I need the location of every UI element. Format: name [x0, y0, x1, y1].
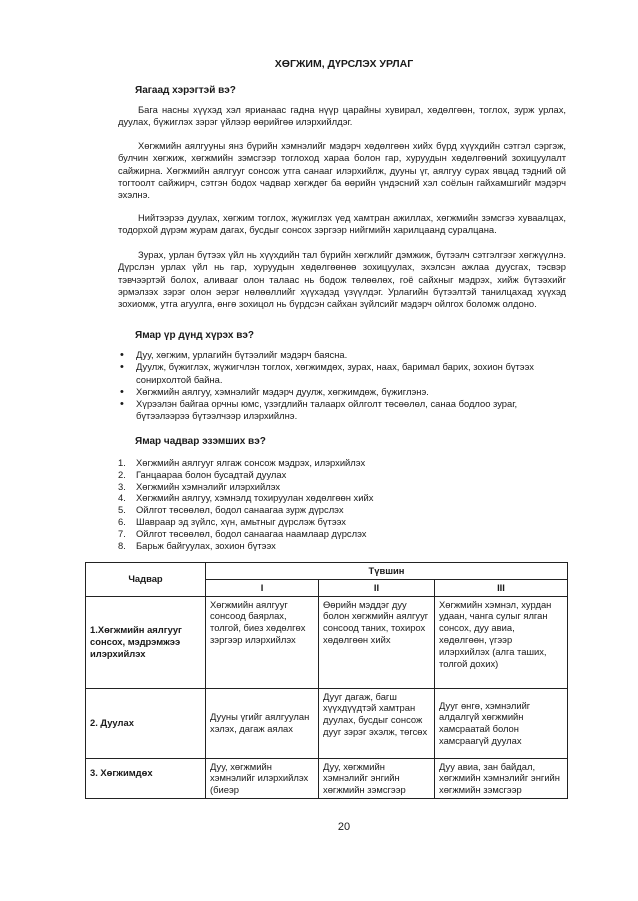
list-item: • Хүрээлэн байгаа орчны юмс, үзэгдлийн талаарх ойлголт төсөөлөл, санаа бодлоо зураг, бүтээлээрээ бүтээлчээр илэрхийлнэ. [118, 398, 568, 423]
list-item: 7. Ойлгот төсөөлөл, бодол санаагаа наамлаар дүрслэх [118, 527, 367, 539]
table-cell: Дуу, хөгжмийн хэмнэлийг илэрхийлэх (биеэр [206, 758, 319, 798]
list-item: • Хөгжмийн аялгуу, хэмнэлийг мэдэрч дуулж, хөгжимдөж, бүжиглэнэ. [118, 386, 568, 398]
skills-table [85, 562, 568, 799]
table-row [86, 596, 568, 688]
table-header-level-2: II [319, 579, 435, 596]
table-row [86, 758, 568, 798]
list-item: 6. Шавраар эд зүйлс, хүн, амьтныг дүрслэж бүтээх [118, 515, 346, 527]
table-cell-skill: 1.Хөгжмийн аялгууг сонсох, мэдрэмжээ илэрхийлэх [86, 596, 206, 688]
paragraph-4: Зурах, урлан бүтээх үйл нь хүүхдийн тал бүрийн хөгжлийг дэмжиж, бүтээлч сэтгэлгээг хөгжүүлнэ. Дүрслэн урлах үйл нь гар, хуруудын хөдөлгөөнөө зохицуулах, эхэлсэн ажлаа дуусгах, тэсвэр тэвчээртэй болох, аливааг олон талаас нь бодож төлөөлөх, гоё сайхныг мэдрэх, хийж бүтээхийг эрмэлзэх зэрэг олон эерэг нөлөөллийг хүүхэдэд үзүүлдэг. Урлагийн бүтээлтэй танилцахад хүүхэд зохиомж, утга агуулга, өнгө зохицол нь бүрдсэн сайхан зүйлсийг мэдэрч ойлгох боломж олдоно. [118, 249, 566, 310]
table-cell-skill: 2. Дуулах [86, 688, 206, 758]
section-heading-skills: Ямар чадвар эзэмших вэ? [135, 436, 266, 447]
table-header-row [86, 563, 568, 580]
table-header-level: Түвшин [206, 563, 568, 580]
table-cell: Дууг өнгө, хэмнэлийг алдалгүй хөгжмийн хамсраатай болон хамсраагүй дуулах [435, 688, 568, 758]
table-row [86, 688, 568, 758]
table-header-level-3: III [435, 579, 568, 596]
section-heading-why: Яагаад хэрэгтэй вэ? [135, 85, 236, 96]
list-item: 2. Ганцаараа болон бусадтай дуулах [118, 468, 287, 480]
paragraph-2: Хөгжмийн аялгууны янз бүрийн хэмнэлийг мэдэрч хөдөлгөөн хийх бүрд хүүхдийн сэтгэл сэргэж, булчин хөгжиж, хөгжмийн зэмсгээр тоглоход хараа болон гар, хуруудын хөдөлгөөний зохицуулалт сайжирна. Хөгжмийн аялгууг сонсож утга санааг илэрхийлж, дууны үг, аялгуу сурах явцад тэдний ой тогтоолт сайжирч, сэтгэн бодох чадвар хөгждөг ба өөрийн үндэсний хэл соёлын гайхамшгийг мэдэрч эхэлнэ. [118, 140, 566, 201]
paragraph-3: Нийтээрээ дуулах, хөгжим тоглох, жүжиглэх үед хамтран ажиллах, хөгжмийн зэмсгээ хуваалцах, тодорхой дүрэм журам дагах, бусдыг сонсох зэргээр нийгмийн харилцаанд суралцана. [118, 212, 566, 236]
paragraph-1: Бага насны хүүхэд хэл ярианаас гадна нүүр царайны хувирал, хөдөлгөөн, тоглох, зурж урлах, дуулах, бүжиглэх зэрэг үйлээр өөрийгөө илэрхийлдэг. [118, 104, 566, 128]
table-cell: Өөрийн мэддэг дуу болон хөгжмийн аялгууг сонсоод таних, тохирох хөдөлгөөн хийх [319, 596, 435, 688]
list-item: 3. Хөгжмийн хэмнэлийг илэрхийлэх [118, 480, 281, 492]
page-title: ХӨГЖИМ, ДҮРСЛЭХ УРЛАГ [274, 58, 414, 70]
list-item: 1. Хөгжмийн аялгууг ялгаж сонсож мэдрэх, илэрхийлэх [118, 457, 366, 468]
list-item: 8. Барьж байгуулах, зохион бүтээх [118, 539, 276, 551]
table-cell: Дуу, хөгжмийн хэмнэлийг энгийн хөгжмийн зэмсгээр [319, 758, 435, 798]
table-cell: Дууны үгийг аялгуулан хэлэх, дагаж аялах [206, 688, 319, 758]
table-cell: Дуу авиа, зан байдал, хөгжмийн хэмнэлийг энгийн хөгжмийн зэмсгээр [435, 758, 568, 798]
section-heading-results: Ямар үр дүнд хүрэх вэ? [135, 330, 255, 341]
table-cell-skill: 3. Хөгжимдөх [86, 758, 206, 798]
list-item: • Дуулж, бүжиглэх, жүжигчлэн тоглох, хөгжимдөх, зурах, наах, баримал барих, зохион бүтээх сонирхолтой байна. [118, 361, 568, 386]
table-header-level-1: I [206, 579, 319, 596]
skills-list [118, 457, 568, 551]
table-cell: Хөгжмийн хэмнэл, хурдан удаан, чанга сулыг ялган сонсох, дуу авиа, хөдөлгөөн, үгээр илэрхийлэх (алга таших, толгой дохих) [435, 596, 568, 688]
list-item: 4. Хөгжмийн аялгуу, хэмнэлд тохируулан хөдөлгөөн хийх [118, 492, 374, 504]
list-item: • Дуу, хөгжим, урлагийн бүтээлийг мэдэрч баясна. [118, 349, 568, 361]
list-item: 5. Ойлгот төсөөлөл, бодол санаагаа зурж дүрслэх [118, 504, 344, 516]
page-number: 20 [337, 821, 351, 833]
table-header-skill: Чадвар [86, 563, 206, 597]
table-cell: Дууг дагаж, багш хүүхдүүдтэй хамтран дуулах, бусдыг сонсож дууг зэрэг эхэлж, төгсөх [319, 688, 435, 758]
table-cell: Хөгжмийн аялгууг сонсоод баярлах, толгой, биез хөдөлгөх зэргээр илэрхийлэх [206, 596, 319, 688]
results-list [118, 349, 568, 423]
